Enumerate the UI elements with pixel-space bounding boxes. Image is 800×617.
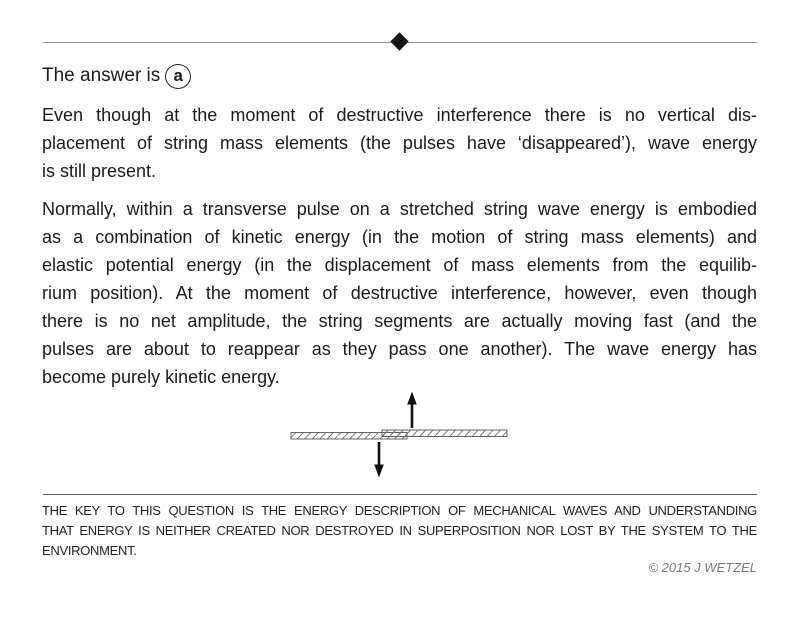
answer-letter: a [173,65,184,85]
text-line: elastic potential energy (in the displacement of mass elements from the equilib- [42,255,757,275]
text-line: rium position). At the moment of destructive interference, however, even though [42,283,757,303]
up-arrow-icon [407,392,417,429]
footer-divider-rule [43,494,757,495]
text-line: placement of string mass elements (the pulses have ‘disappeared’), wave energy [42,133,757,153]
paragraph-interference-energy [42,101,757,185]
text-line: as a combination of kinetic energy (in the motion of string mass elements) and [42,227,757,247]
text-line: pulses are about to reappear as they pass one another). The wave energy has [42,339,757,359]
answer-line [42,62,191,90]
paragraph-kinetic-potential [42,195,757,391]
key-note-line: THE KEY TO THIS QUESTION IS THE ENERGY DESCRIPTION OF MECHANICAL WAVES AND UNDERSTANDING [42,503,757,518]
copyright-text: © 2015 J WETZEL [648,560,757,575]
text-line: is still present. [42,161,157,181]
key-note [42,501,757,561]
text-line: Normally, within a transverse pulse on a stretched string wave energy is embodied [42,199,757,219]
down-arrow-icon [374,442,384,478]
key-note-line: ENVIRONMENT. [42,543,137,558]
key-note-line: THAT ENERGY IS NEITHER CREATED NOR DESTROYED IN SUPERPOSITION NOR LOST BY THE SYSTEM TO THE [42,523,757,538]
text-line: there is no net amplitude, the string segments are actually moving fast (and the [42,311,757,331]
string-hatched-band [291,430,507,439]
answer-prefix: The answer is [42,65,161,86]
text-line: Even though at the moment of destructive interference there is no vertical dis- [42,105,757,125]
diamond-divider-icon [390,32,408,50]
string-velocity-figure [270,388,530,484]
text-line: become purely kinetic energy. [42,367,280,387]
answer-letter-circle [165,64,191,89]
